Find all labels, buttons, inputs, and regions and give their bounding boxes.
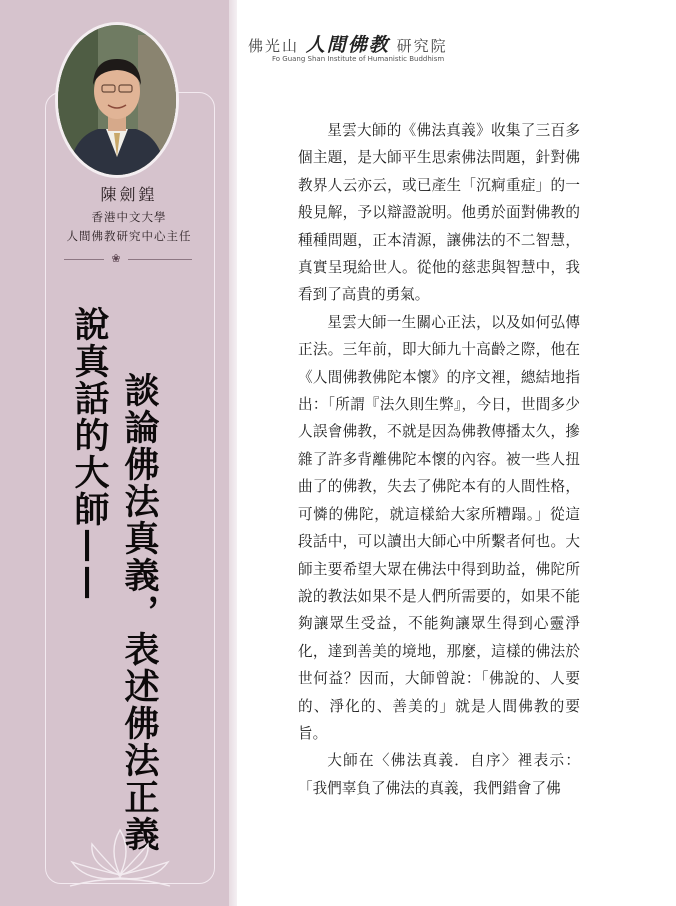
- paragraph: 星雲大師的《佛法真義》收集了三百多個主題，是大師平生思索佛法問題，針對佛教界人云亦云，或已產生「沉痾重症」的一般見解，予以辯證說明。他勇於面對佛教的種種問題，正本清源，讓佛法的不二智慧，真實呈現給世人。從他的慈悲與智慧中，我看到了高貴的勇氣。: [298, 122, 580, 304]
- logo-text-right: 研究院: [396, 37, 448, 55]
- paragraph: 星雲大師一生關心正法，以及如何弘傳正法。三年前，即大師九十高齡之際，他在《人間佛教佛陀本懷》的序文裡，總結地指出：「所謂『法久則生弊』，今日，世間多少人誤會佛教，不就是因為佛教傳播太久，摻雜了許多背離佛陀本懷的內容。被一些人扭曲了的佛教，失去了佛陀本有的人間性格，可憐的佛陀，就這樣給大家所糟蹋。」從這段話中，可以讀出大師心中所繫者何也。大師主要希望大眾在佛法中得到助益，佛陀所說的教法如果不是人們所需要的，如果不能夠讓眾生受益，不能夠讓眾生得到心靈淨化，達到善美的境地，那麼，這樣的佛法於世何益？因而，大師曾說：「佛說的、人要的、淨化的、善美的」就是人間佛教的要旨。: [298, 313, 580, 742]
- article-title: 談論佛法真義，表述佛法正義: [119, 372, 160, 853]
- author-name: 陳劍鍠: [100, 185, 158, 204]
- logo-text-left: 佛光山: [248, 37, 300, 55]
- article-body: [298, 117, 580, 802]
- lotus-icon: [60, 820, 180, 890]
- sidebar-stripe: [229, 0, 237, 906]
- author-affiliation-university: 香港中文大學: [91, 210, 167, 224]
- divider-line: [64, 259, 192, 260]
- institute-logo: [248, 30, 448, 57]
- author-affiliation-role: 人間佛教研究中心主任: [66, 229, 192, 243]
- institute-logo-subtitle: Fo Guang Shan Institute of Humanistic Buddhism: [272, 55, 445, 63]
- author-photo: [55, 22, 179, 178]
- ornament-icon: ❀: [104, 253, 128, 265]
- article-subtitle: 說真話的大師——: [69, 306, 110, 602]
- paragraph: 大師在〈佛法真義．自序〉裡表示：「我們辜負了佛法的真義，我們錯會了佛: [298, 752, 580, 797]
- logo-text-big: 人間佛教: [305, 34, 390, 56]
